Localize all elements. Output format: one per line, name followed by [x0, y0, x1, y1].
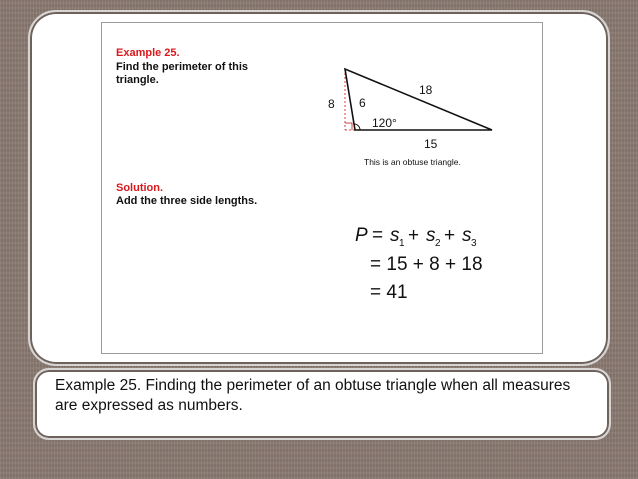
formula-plus2: +: [444, 225, 456, 246]
solution-instruction: Add the three side lengths.: [116, 195, 258, 207]
long-side-label: 18: [419, 83, 433, 97]
formula-s3: s: [462, 225, 472, 246]
caption-text: Example 25. Finding the perimeter of an obtuse triangle when all measures are expressed as numbers.: [55, 377, 571, 414]
formula-sub3: 3: [471, 238, 477, 249]
formula-plus1: +: [408, 225, 420, 246]
short-side-label: 6: [359, 96, 366, 110]
formula-line2: = 15 + 8 + 18: [370, 254, 483, 275]
height-label: 8: [328, 97, 335, 111]
formula-s1: s: [390, 225, 400, 246]
formula-sub1: 1: [399, 238, 405, 249]
slide-content: [101, 22, 543, 354]
formula-eq: =: [372, 225, 384, 246]
obtuse-note: This is an obtuse triangle.: [364, 157, 461, 167]
caption-box: [33, 368, 611, 440]
formula-s2: s: [426, 225, 436, 246]
formula-block: [102, 23, 542, 353]
formula-sub2: 2: [435, 238, 441, 249]
solution-title: Solution.: [116, 182, 164, 194]
formula-line3: = 41: [370, 282, 408, 303]
example-prompt-line2: triangle.: [116, 74, 159, 86]
example-title: Example 25.: [116, 47, 180, 59]
angle-label: 120°: [372, 116, 397, 130]
example-prompt-line1: Find the perimeter of this: [116, 61, 249, 73]
formula-P: P: [355, 225, 368, 246]
base-label: 15: [424, 137, 438, 151]
